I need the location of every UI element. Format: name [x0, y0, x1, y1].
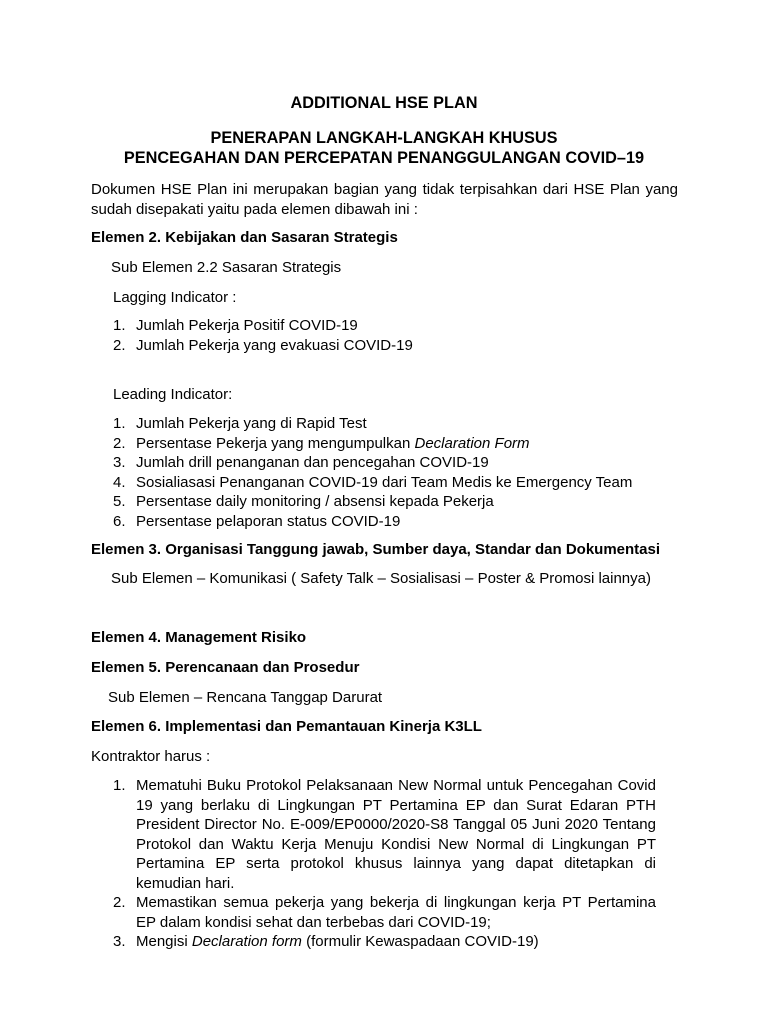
section-heading-elemen-5: Elemen 5. Perencanaan dan Prosedur [91, 659, 360, 676]
list-text: Jumlah drill penanganan dan pencegahan COVID-19 [136, 454, 489, 471]
list-text: Sosialiasasi Penanganan COVID-19 dari Team Medis ke Emergency Team [136, 473, 633, 491]
list-item [113, 316, 413, 336]
sub-elemen-2-2: Sub Elemen 2.2 Sasaran Strategis [111, 259, 342, 276]
list-text: Persentase Pekerja yang mengumpulkan [136, 434, 415, 452]
section-heading-elemen-6: Elemen 6. Implementasi dan Pemantauan Kinerja K3LL [91, 718, 482, 735]
list-item [113, 336, 413, 356]
list-text-emphasis: Declaration form [191, 933, 302, 950]
list-number: 3. [113, 933, 126, 950]
list-text: Memastikan semua pekerja yang bekerja di lingkungan kerja PT Pertamina EP dalam kondisi sehat dan terbebas dari COVID-19; [136, 894, 656, 931]
list-number: 3. [113, 454, 126, 471]
leading-indicator-list [113, 414, 632, 531]
list-text: Persentase daily monitoring / absensi kepada Pekerja [136, 493, 494, 510]
list-text: Jumlah Pekerja Positif COVID-19 [136, 317, 358, 334]
list-item [113, 932, 656, 952]
section-heading-elemen-3: Elemen 3. Organisasi Tanggung jawab, Sumber daya, Standar dan Dokumentasi [91, 541, 661, 558]
list-number: 2. [113, 894, 126, 911]
leading-indicator-label: Leading Indicator: [113, 386, 233, 403]
list-text: Mengisi [136, 933, 192, 950]
sub-elemen-tanggap-darurat: Sub Elemen – Rencana Tanggap Darurat [108, 689, 383, 706]
list-text: Mematuhi Buku Protokol Pelaksanaan New Normal untuk Pencegahan Covid 19 yang berlaku di Lingkungan PT Pertamina EP dan Surat Edaran PTH President Director No. E-009/EP0000/2020-S8 Tanggal 05 Juni 2020 Tentang Protokol dan Waktu Kerja Menuju Kondisi New Normal di Lingkungan PT Pertamina EP serta protokol khusus lainnya yang dapat ditetapkan di kemudian hari. [136, 777, 656, 892]
list-number: 1. [113, 317, 126, 334]
document-subtitle-line2: PENCEGAHAN DAN PERCEPATAN PENANGGULANGAN COVID–19 [123, 149, 645, 167]
list-text: Persentase pelaporan status COVID-19 [136, 512, 401, 530]
list-text-emphasis: Declaration Form [414, 434, 530, 452]
list-item [113, 893, 656, 932]
list-item [113, 453, 632, 473]
list-item [113, 434, 632, 454]
list-number: 6. [113, 512, 126, 530]
list-text: Jumlah Pekerja yang di Rapid Test [136, 415, 367, 432]
list-number: 5. [113, 493, 126, 510]
intro-paragraph: Dokumen HSE Plan ini merupakan bagian yang tidak terpisahkan dari HSE Plan yang sudah disepakati yaitu pada elemen dibawah ini : [91, 181, 678, 218]
list-item [113, 473, 632, 493]
document-title: ADDITIONAL HSE PLAN [290, 94, 478, 112]
list-number: 1. [113, 777, 126, 794]
list-item [113, 492, 632, 512]
section-heading-elemen-2: Elemen 2. Kebijakan dan Sasaran Strategis [91, 229, 398, 246]
list-number: 2. [113, 434, 126, 452]
lagging-indicator-label: Lagging Indicator : [113, 289, 237, 306]
sub-elemen-komunikasi: Sub Elemen – Komunikasi ( Safety Talk – Sosialisasi – Poster & Promosi lainnya) [111, 570, 651, 587]
lagging-indicator-list [113, 316, 413, 355]
section-heading-elemen-4: Elemen 4. Management Risiko [91, 629, 307, 646]
list-number: 1. [113, 415, 126, 432]
list-item [113, 414, 632, 434]
list-text: Jumlah Pekerja yang evakuasi COVID-19 [136, 336, 413, 354]
list-number: 4. [113, 473, 126, 491]
kontraktor-label: Kontraktor harus : [91, 748, 211, 765]
list-number: 2. [113, 336, 126, 354]
list-item [113, 512, 632, 532]
list-item [113, 776, 656, 893]
list-text: (formulir Kewaspadaan COVID-19) [301, 933, 539, 950]
document-subtitle-line1: PENERAPAN LANGKAH-LANGKAH KHUSUS [210, 129, 558, 147]
kontraktor-requirements-list [113, 776, 656, 952]
